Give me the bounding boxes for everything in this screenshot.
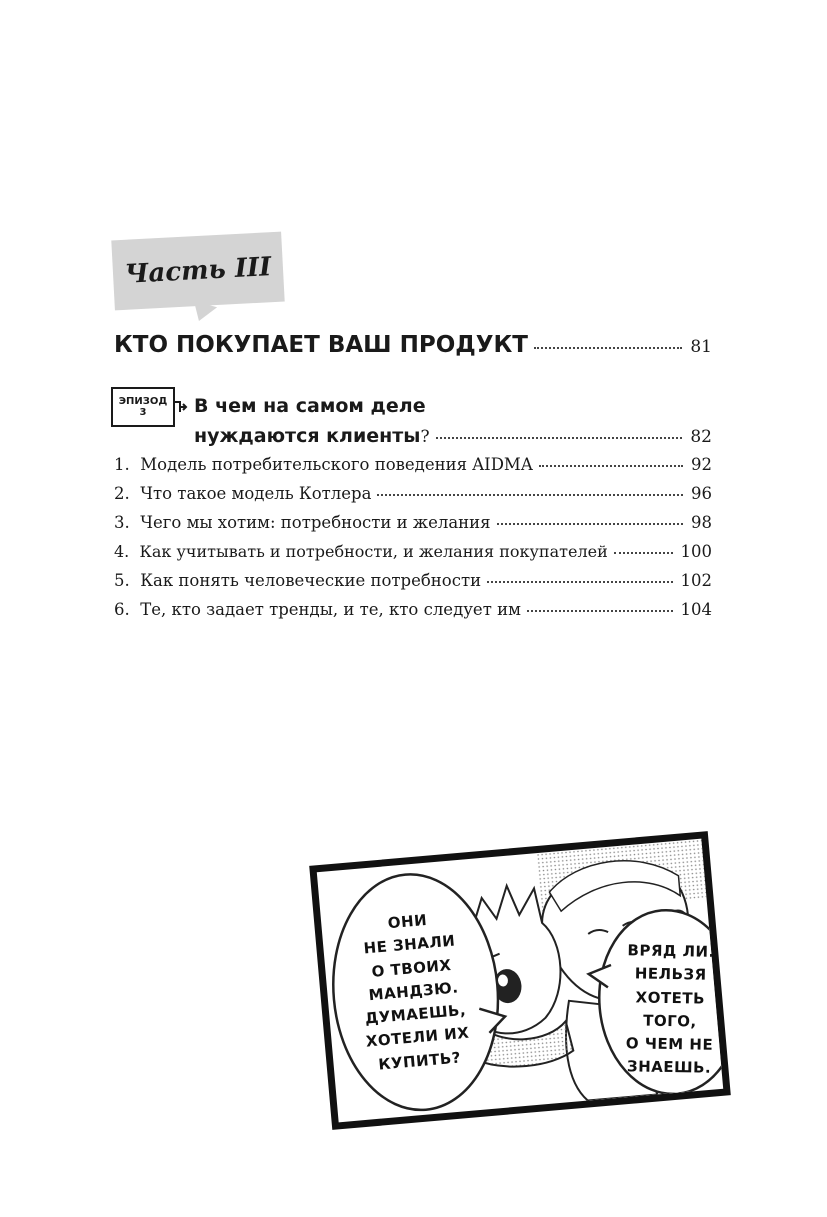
dot-leader <box>377 493 683 496</box>
item-number: 4. <box>114 542 130 561</box>
item-number: 1. <box>114 455 130 474</box>
part-page: 81 <box>690 337 712 357</box>
item-page: 100 <box>680 542 712 561</box>
item-number: 6. <box>114 600 130 619</box>
manga-bubble-left: ОНИ НЕ ЗНАЛИ О ТВОИХ МАНДЗЮ. ДУМАЕШЬ, ХОТЕЛИ ИХ КУПИТЬ? <box>362 910 470 1074</box>
episode-badge-number: 3 <box>139 407 147 418</box>
episode-title-punct: ? <box>420 427 430 447</box>
item-number: 3. <box>114 513 130 532</box>
toc-item-1[interactable] <box>114 455 712 474</box>
item-page: 104 <box>680 600 712 619</box>
item-title: Те, кто задает тренды, и те, кто следует им <box>140 600 521 619</box>
dot-leader <box>487 580 672 583</box>
item-page: 98 <box>691 513 712 532</box>
item-title: Как понять человеческие потребности <box>140 571 482 590</box>
part-label: Часть III <box>124 252 272 290</box>
dot-leader <box>539 464 683 467</box>
manga-bubble-right: ВРЯД ЛИ. НЕЛЬЗЯ ХОТЕТЬ ТОГО, О ЧЕМ НЕ ЗНАЕШЬ. <box>625 941 715 1078</box>
manga-panel <box>309 831 731 1130</box>
episode-title-line2: нуждаются клиенты? <box>194 425 430 447</box>
episode-title-line1: В чем на самом деле <box>194 395 426 417</box>
item-page: 96 <box>691 484 712 503</box>
toc-item-2[interactable] <box>114 484 712 503</box>
toc-item-6[interactable] <box>114 600 712 619</box>
dot-leader <box>497 522 683 525</box>
toc-item-5[interactable] <box>114 571 712 590</box>
dot-leader <box>436 436 683 439</box>
toc-part-title[interactable] <box>114 332 712 358</box>
part-label-bubble <box>111 232 284 311</box>
dot-leader <box>527 609 673 612</box>
item-title: Модель потребительского поведения AIDMA <box>140 455 533 474</box>
toc-item-4[interactable] <box>114 542 712 561</box>
episode-page: 82 <box>690 427 712 447</box>
episode-pointer-icon <box>174 400 188 414</box>
item-page: 102 <box>680 571 712 590</box>
part-title: КТО ПОКУПАЕТ ВАШ ПРОДУКТ <box>114 332 528 358</box>
episode-badge <box>111 387 175 427</box>
item-page: 92 <box>691 455 712 474</box>
episode-badge-word: ЭПИЗОД <box>118 395 168 407</box>
toc-episode[interactable] <box>194 425 712 447</box>
item-title: Что такое модель Котлера <box>140 484 372 503</box>
item-title: Как учитывать и потребности, и желания покупателей <box>139 542 608 561</box>
dot-leader <box>534 346 682 349</box>
item-title: Чего мы хотим: потребности и желания <box>140 513 491 532</box>
item-number: 2. <box>114 484 130 503</box>
toc-item-3[interactable] <box>114 513 712 532</box>
dot-leader <box>614 551 673 554</box>
item-number: 5. <box>114 571 130 590</box>
